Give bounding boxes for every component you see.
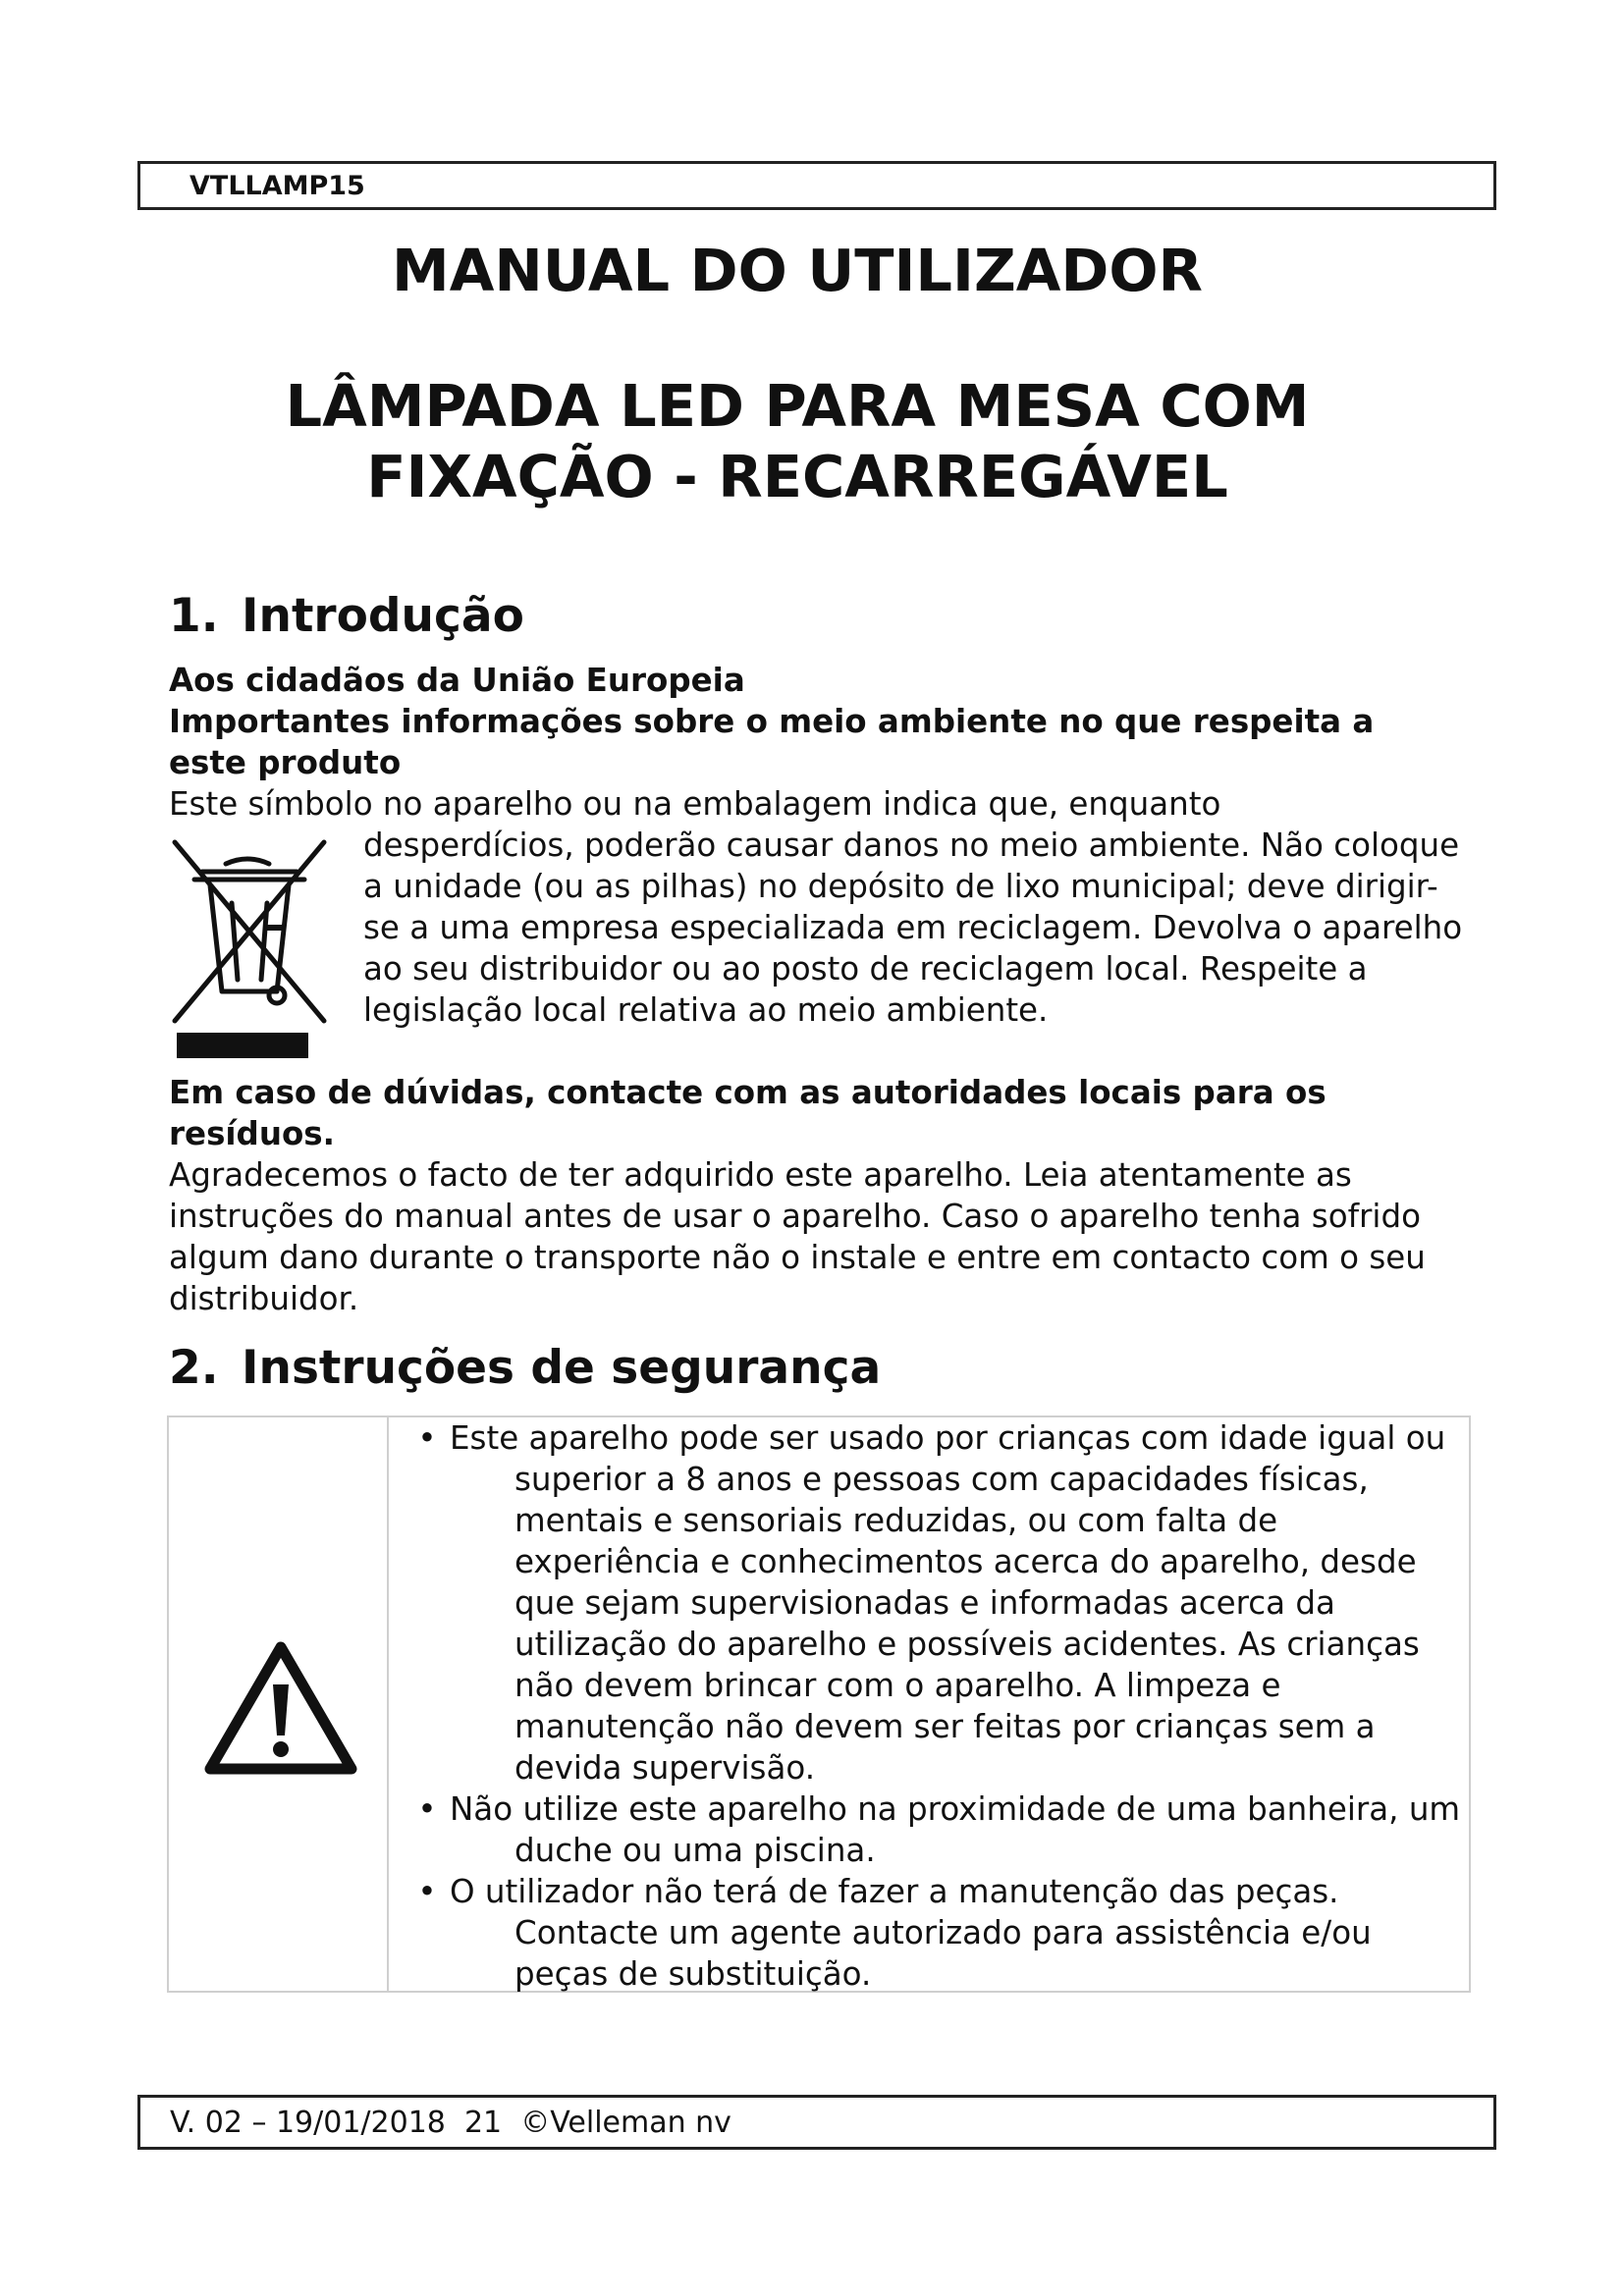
table-divider [387,1417,389,1991]
intro-symbol-text: desperdícios, poderão causar danos no meio ambiente. Não coloque a unidade (ou as pilhas) no depósito de lixo municipal; deve dirigir-se a uma empresa especializada em reciclagem. Devolva o aparelho ao seu distribuidor ou ao posto de reciclagem local. Respeite a legislação local relativa ao meio ambiente. [363,827,1463,1029]
section-number: 2. [169,1341,219,1395]
intro-thanks: Agradecemos o facto de ter adquirido este aparelho. Leia atentamente as instruções do manual antes de usar o aparelho. Caso o aparelho tenha sofrido algum dano durante o transporte não o instale e entre em contacto com o seu distribuidor. [169,1156,1426,1317]
safety-bullet: • Não utilize este aparelho na proximidade de uma banheira, um duche ou uma piscina. [412,1789,1463,1871]
footer-text [170,2106,731,2140]
section-heading-safety [169,1341,881,1395]
safety-bullet: • O utilizador não terá de fazer a manutenção das peças. Contacte um agente autorizado para assistência e/ou peças de substituição. [412,1871,1463,1995]
section-title: Instruções de segurança [242,1341,882,1395]
product-code: VTLLAMP15 [189,171,365,201]
section-heading-introduction [169,589,524,643]
intro-symbol-lead: Este símbolo no aparelho ou na embalagem indica que, enquanto [169,785,1221,823]
footer-page-number: 21 [463,2106,503,2140]
crossed-out-wheelie-bin-icon [167,834,332,1060]
section-number: 1. [169,589,219,643]
safety-bullet-list [412,1417,1463,1995]
intro-important-info: Importantes informações sobre o meio ambiente no que respeita a este produto [169,703,1375,781]
safety-bullet: • Este aparelho pode ser usado por crianças com idade igual ou superior a 8 anos e pessoas com capacidades físicas, mentais e sensoriais reduzidas, ou com falta de experiência e conhecimentos acerca do aparelho, desde que sejam supervisionadas e informadas acerca da utilização do aparelho e possíveis acidentes. As crianças não devem brincar com o aparelho. A limpeza e manutenção não devem ser feitas por crianças sem a devida supervisão. [412,1417,1463,1789]
intro-doubts: Em caso de dúvidas, contacte com as autoridades locais para os resíduos. [169,1074,1326,1152]
header-box [137,161,1496,210]
warning-triangle-icon [204,1639,357,1775]
manual-title: MANUAL DO UTILIZADOR [392,237,1203,304]
footer-copyright: ©Velleman nv [520,2106,731,2140]
footer-box [137,2095,1496,2150]
footer-version: V. 02 – 19/01/2018 [170,2106,446,2140]
safety-instructions-table [167,1415,1471,1993]
product-title: LÂMPADA LED PARA MESA COM FIXAÇÃO - RECARREGÁVEL [285,372,1310,510]
intro-audience: Aos cidadãos da União Europeia [169,662,745,699]
section-title: Introdução [242,589,524,643]
